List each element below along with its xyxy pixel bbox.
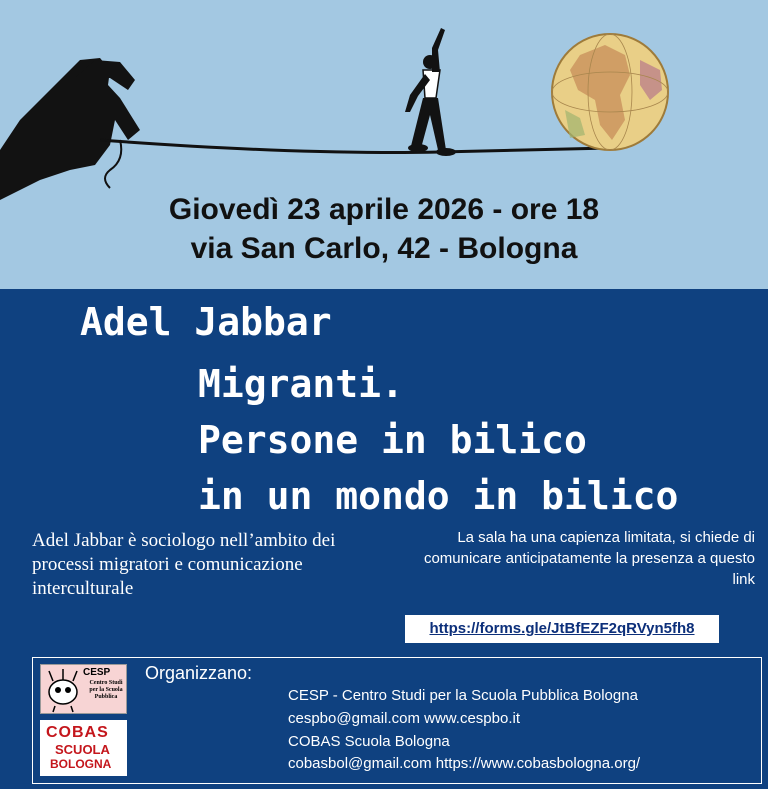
event-date: Giovedì 23 aprile 2026 - ore 18 — [168, 193, 600, 226]
organizers-heading: Organizzano: — [145, 663, 253, 683]
tightrope-walker — [405, 28, 456, 156]
speaker-bio: Adel Jabbar è sociologo nell’ambito dei processi migratori e comunicazione interculturale — [32, 530, 336, 599]
organizer-cesp-name: CESP - Centro Studi per la Scuola Pubblica Bologna — [288, 687, 638, 704]
tightrope-rope — [100, 140, 610, 153]
registration-link[interactable]: https://forms.gle/JtBfEZF2qRVyn5fh8 — [405, 615, 719, 643]
cobas-logo-bologna: BOLOGNA — [50, 757, 112, 771]
tightrope-illustration — [0, 0, 768, 289]
cobas-logo-scuola: SCUOLA — [55, 742, 110, 757]
event-title-line-1: Migranti. — [198, 362, 404, 406]
organizer-cobas-name: COBAS Scuola Bologna — [288, 733, 450, 750]
cobas-logo — [40, 720, 127, 776]
cobas-logo-word: COBAS — [46, 724, 109, 741]
cesp-logo-title: CESP — [83, 667, 111, 678]
event-title-line-2: Persone in bilico — [198, 418, 587, 462]
cesp-logo-subtitle: Centro Studi per la Scuola Pubblica — [89, 680, 123, 700]
organizer-cobas-contact[interactable]: cobasbol@gmail.com https://www.cobasbologna.org/ — [288, 755, 641, 772]
globe-icon — [552, 34, 668, 150]
speaker-name: Adel Jabbar — [80, 300, 332, 344]
registration-note: La sala ha una capienza limitata, si chiede di comunicare anticipatamente la presenza a questo link — [423, 529, 755, 588]
event-location: via San Carlo, 42 - Bologna — [190, 232, 578, 265]
event-title-line-3: in un mondo in bilico — [198, 474, 679, 518]
cesp-mascot-icon — [43, 666, 83, 714]
organizers-box — [32, 657, 762, 784]
cesp-logo — [40, 664, 127, 714]
organizer-cesp-contact[interactable]: cespbo@gmail.com www.cespbo.it — [288, 710, 520, 727]
